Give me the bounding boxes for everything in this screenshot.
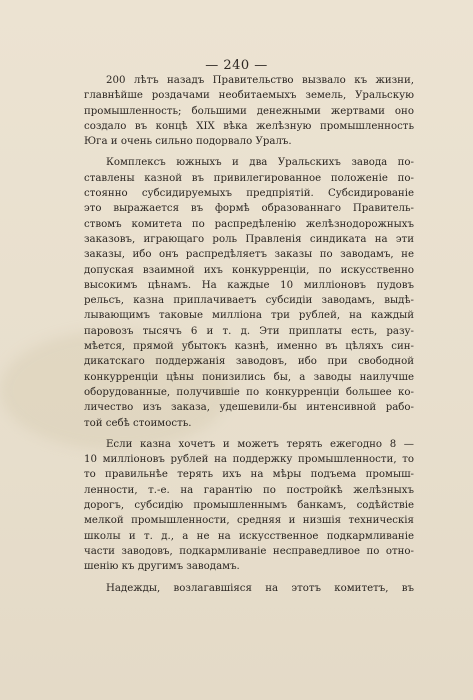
text-line: мѣется, прямой убытокъ казнѣ, именно въ цѣляхъ син- (84, 341, 414, 353)
text-line: школы и т. д., а не на искусственное подкармливаніе (84, 530, 414, 542)
text-line: ленности, т.-е. на гарантію по постройкѣ желѣзныхъ (84, 484, 414, 496)
text-line: той себѣ стоимость. (84, 417, 192, 429)
paragraph (84, 73, 414, 149)
text-line: лывающимъ таковые милліона три рублей, на каждый (84, 310, 414, 322)
text-line: Комплексъ южныхъ и два Уральскихъ завода по- (106, 157, 414, 169)
text-line: 200 лѣтъ назадъ Правительство вызвало къ жизни, (106, 75, 414, 86)
text-line: дикатскаго поддержанія заводовъ, ибо при свободной (84, 356, 414, 368)
text-line: 10 милліоновъ рублей на поддержку промышленности, то (84, 454, 414, 466)
text-line: ствомъ комитета по распредѣленію желѣзнодорожныхъ (84, 218, 414, 230)
text-line: создало въ концѣ XIX вѣка желѣзную промышленность (84, 120, 414, 132)
text-line: это выражается въ формѣ образованнаго Правитель- (84, 203, 414, 215)
text-line: паровозъ тысячъ 6 и т. д. Эти приплаты есть, разу- (84, 325, 414, 337)
text-line: заказовъ, играющаго роль Правленія синдиката на эти (84, 233, 414, 245)
text-line: главнѣйше роздачами необитаемыхъ земель, Уральскую (84, 90, 414, 102)
body-text (84, 73, 414, 602)
text-line: рельсъ, казна приплачиваетъ субсидіи заводамъ, выдѣ- (84, 295, 414, 307)
text-line: ставлены казной въ привилегированное положеніе по- (84, 172, 414, 184)
text-line: высокимъ цѣнамъ. На каждые 10 милліоновъ пудовъ (84, 279, 414, 291)
text-line: личество изъ заказа, удешевили-бы интенсивной рабо- (84, 402, 414, 414)
text-line: конкурренціи цѣны понизились бы, а заводы наилучше (84, 371, 414, 383)
page-number: — 240 — (205, 58, 268, 73)
text-line: то правильнѣе терять ихъ на мѣры подъема промыш- (84, 469, 414, 481)
paragraph (84, 437, 414, 575)
text-line: оборудованные, получившіе по конкурренціи большее ко- (84, 386, 414, 398)
text-line: Надежды, возлагавшіяся на этотъ комитетъ, въ (106, 582, 414, 594)
text-line: заказы, ибо онъ распредѣляетъ заказы по заводамъ, не (84, 249, 414, 261)
text-line: дорогъ, субсидію промышленнымъ банкамъ, содѣйствіе (84, 500, 414, 512)
text-line: Юга и очень сильно подорвало Уралъ. (84, 136, 292, 148)
paragraph (84, 155, 414, 430)
text-line: части заводовъ, подкармливаніе несправедливое по отно- (84, 545, 414, 557)
text-line: шенію къ другимъ заводамъ. (84, 561, 240, 573)
text-line: Если казна хочетъ и можетъ терять ежегодно 8 — (106, 438, 414, 450)
text-line: промышленность; большими денежными жертвами оно (84, 105, 414, 117)
text-line: стоянно субсидируемыхъ предпріятій. Субсидированіе (84, 188, 414, 200)
text-line: допуская взаимной ихъ конкурренціи, по искусственно (84, 264, 414, 276)
paragraph (84, 581, 414, 596)
text-line: мелкой промышленности, средняя и низшія техническія (84, 515, 414, 527)
